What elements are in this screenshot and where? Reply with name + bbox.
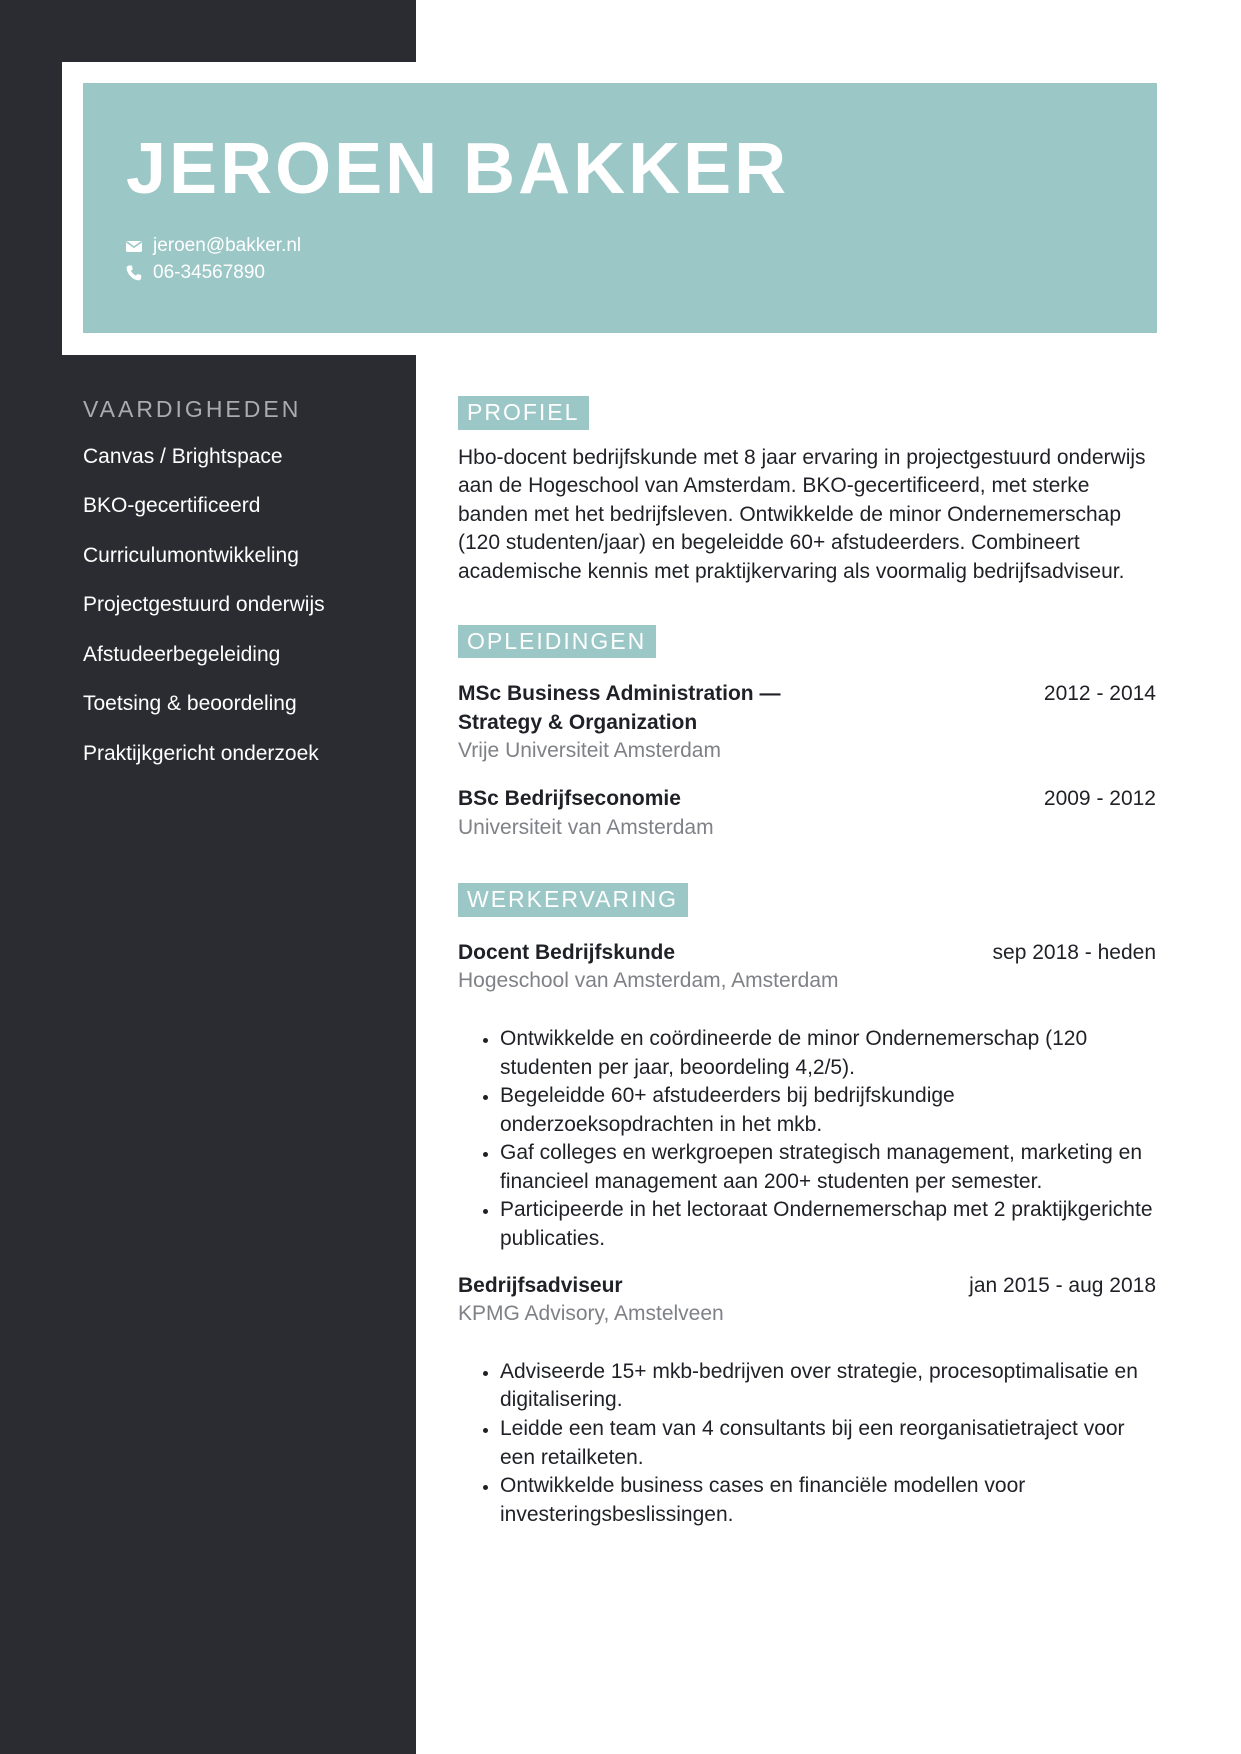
phone-icon [125,264,143,282]
header-banner [83,83,1157,333]
job-role: Bedrijfsadviseur [458,1273,623,1297]
skills-section [83,396,393,790]
experience-section [458,883,1156,1529]
education-section [458,625,1156,843]
degree-title: BSc Bedrijfseconomie [458,786,681,810]
school-name: Universiteit van Amsterdam [458,815,714,839]
job-dates: jan 2015 - aug 2018 [969,1273,1156,1297]
experience-title: WERKERVARING [458,883,688,917]
skill-item: Afstudeerbegeleiding [83,642,281,666]
skill-item: Praktijkgericht onderzoek [83,741,319,765]
skills-list [83,444,393,791]
skill-item: BKO-gecertificeerd [83,494,261,518]
profile-title: PROFIEL [458,396,589,430]
education-dates: 2009 - 2012 [1043,786,1156,810]
job-bullet: • Begeleidde 60+ afstudeerders bij bedrijfskundige onderzoeksopdrachten in het mkb. [500,1082,1156,1139]
phone-number[interactable]: 06-34567890 [153,262,265,283]
envelope-icon [125,237,143,255]
job-employer: Hogeschool van Amsterdam, Amsterdam [458,969,839,993]
job-bullet: • Leidde een team van 4 consultants bij een reorganisatietraject voor een retailketen. [500,1415,1156,1472]
job-entry [458,1272,1156,1530]
main-content [458,396,1156,1529]
education-item [458,680,1156,766]
phone-contact [125,263,265,282]
job-bullet: • Adviseerde 15+ mkb-bedrijven over strategie, procesoptimalisatie en digitalisering. [500,1358,1156,1415]
school-name: Vrije Universiteit Amsterdam [458,739,721,763]
education-dates: 2012 - 2014 [1043,682,1156,706]
job-bullet: • Gaf colleges en werkgroepen strategisch management, marketing en financieel management aan 200+ studenten per semester. [500,1139,1156,1196]
job-dates: sep 2018 - heden [992,940,1156,964]
skill-item: Toetsing & beoordeling [83,692,297,716]
degree-title: MSc Business Administration — Strategy & Organization [458,682,781,734]
skill-item: Canvas / Brightspace [83,444,283,468]
job-bullet: • Ontwikkelde en coördineerde de minor Ondernemerschap (120 studenten per jaar, beoordeling 4,2/5). [500,1025,1156,1082]
education-title: OPLEIDINGEN [458,625,656,659]
skill-item: Projectgestuurd onderwijs [83,593,325,617]
profile-text: Hbo-docent bedrijfskunde met 8 jaar ervaring in projectgestuurd onderwijs aan de Hogeschool van Amsterdam. BKO-gecertificeerd, met sterke banden met het bedrijfsleven. Ontwikkelde de minor Ondernemerschap (120 studenten/jaar) en begeleidde 60+ afstudeerders. Combineert academische kennis met praktijkervaring als voormalig bedrijfsadviseur. [458,445,1146,583]
job-entry [458,939,1156,1254]
job-bullet: • Participeerde in het lectoraat Ondernemerschap met 2 praktijkgerichte publicaties. [500,1196,1156,1253]
skill-item: Curriculumontwikkeling [83,543,299,567]
candidate-name: JEROEN BAKKER [126,129,790,209]
profile-section [458,396,1156,587]
job-employer: KPMG Advisory, Amstelveen [458,1302,724,1326]
skills-title: VAARDIGHEDEN [83,396,302,422]
education-item [458,785,1156,842]
email-address[interactable]: jeroen@bakker.nl [153,235,302,256]
job-bullet: • Ontwikkelde business cases en financiële modellen voor investeringsbeslissingen. [500,1472,1156,1529]
job-bullets [458,1025,1156,1254]
job-role: Docent Bedrijfskunde [458,940,676,964]
email-contact [125,236,301,255]
job-bullets [458,1358,1156,1530]
